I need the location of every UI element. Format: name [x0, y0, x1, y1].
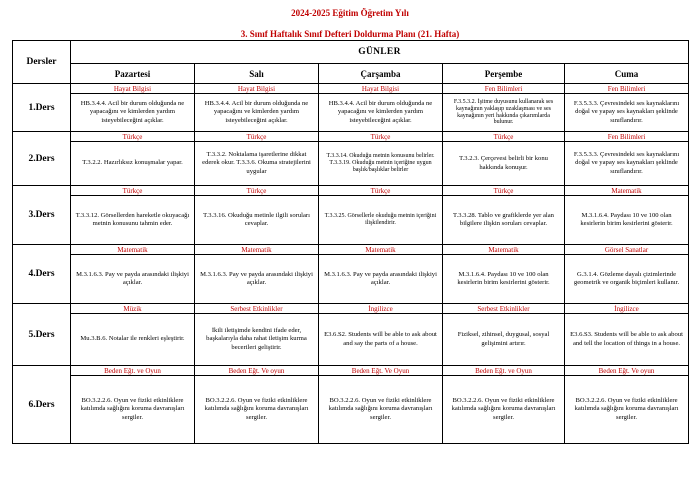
subject-label: Matematik	[443, 245, 564, 255]
header-day-friday: Cuma	[565, 64, 689, 84]
objective-text: Mu.3.B.6. Notalar ile renkleri eşleştirir.	[80, 335, 185, 343]
subject-label: Matematik	[565, 186, 688, 196]
row-label: 4.Ders	[13, 245, 71, 304]
subject-label: Hayat Bilgisi	[195, 84, 318, 94]
subject-label: Fen Bilimleri	[565, 132, 688, 142]
objective-text: BO.3.2.2.6. Oyun ve fiziki etkinliklere katılımda sağlığını koruma davranışları sergiler.	[80, 397, 185, 421]
lesson-row-3	[13, 186, 689, 245]
objective-text: T.3.2.3. Çerçevesi belirli bir konu hakkında konuşur.	[459, 155, 548, 171]
lesson-row-6	[13, 366, 689, 444]
subject-label: Türkçe	[319, 132, 442, 142]
subject-label: Türkçe	[443, 186, 564, 196]
subject-label: Türkçe	[443, 132, 564, 142]
objective-text: F.3.5.3.2. İşitme duyusunu kullanarak ses kaynağının yaklaşıp uzaklaşması ve ses kaynağının yeri hakkında çıkarımlarda bulunur.	[453, 98, 554, 126]
lesson-cell	[195, 366, 319, 444]
objective-text: M.3.1.6.4. Paydası 10 ve 100 olan kesirlerin birim kesirlerini gösterir.	[580, 211, 673, 227]
objective-text: E3.6.S3. Students will be able to ask about and tell the location of things in a house.	[570, 331, 683, 347]
row-label: 6.Ders	[13, 366, 71, 444]
subject-label: Beden Eğt. Ve oyun	[195, 366, 318, 376]
subject-label: Beden Eğt. ve Oyun	[443, 366, 564, 376]
subject-label: Hayat Bilgisi	[71, 84, 194, 94]
row-label: 3.Ders	[13, 186, 71, 245]
lesson-cell	[565, 132, 689, 186]
lesson-cell	[71, 245, 195, 304]
objective-text: M.3.1.6.4. Paydası 10 ve 100 olan kesirlerin birim kesirlerini gösterir.	[457, 270, 550, 286]
objective-text: M.3.1.6.3. Pay ve payda arasındaki ilişkiyi açıklar.	[200, 270, 313, 286]
lesson-cell	[195, 84, 319, 132]
objective-text: BO.3.2.2.6. Oyun ve fiziki etkinliklere katılımda sağlığını koruma davranışları sergiler.	[328, 397, 433, 421]
lesson-cell	[71, 304, 195, 366]
subject-label: Matematik	[71, 245, 194, 255]
objective-text: BO.3.2.2.6. Oyun ve fiziki etkinliklere katılımda sağlığını koruma davranışları sergiler.	[451, 397, 556, 421]
objective-text: HB.3.4.4. Acil bir durum olduğunda ne yapacağını ve kimlerden yardım isteyebileceğini açıklar.	[80, 100, 185, 124]
lesson-cell	[71, 366, 195, 444]
header-day-thursday: Perşembe	[443, 64, 565, 84]
lesson-cell	[443, 132, 565, 186]
lesson-cell	[195, 304, 319, 366]
header-gunler: GÜNLER	[71, 41, 689, 64]
subject-label: Görsel Sanatlar	[565, 245, 688, 255]
subject-label: Müzik	[71, 304, 194, 314]
lesson-cell	[195, 186, 319, 245]
lesson-cell	[71, 132, 195, 186]
objective-text: M.3.1.6.3. Pay ve payda arasındaki ilişkiyi açıklar.	[324, 270, 437, 286]
lesson-cell	[319, 366, 443, 444]
objective-text: G.3.1.4. Gözleme dayalı çizimlerinde geometrik ve organik biçimleri kullanır.	[573, 270, 680, 286]
lesson-cell	[443, 84, 565, 132]
subject-label: Türkçe	[71, 186, 194, 196]
lesson-row-2	[13, 132, 689, 186]
lesson-cell	[565, 366, 689, 444]
objective-text: E3.6.S2. Students will be able to ask about and say the parts of a house.	[324, 331, 437, 347]
objective-text: F.3.5.3.3. Çevresindeki ses kaynaklarını doğal ve yapay ses kaynakları şeklinde sınıflandırır.	[573, 151, 680, 175]
objective-text: T.3.3.14. Okuduğu metnin konusunu belirler. T.3.3.19. Okuduğu metnin içeriğine uygun başlık/başlıklar belirler	[326, 153, 435, 173]
weekly-plan-table	[12, 40, 689, 444]
lesson-cell	[319, 245, 443, 304]
objective-text: BO.3.2.2.6. Oyun ve fiziki etkinliklere katılımda sağlığını koruma davranışları sergiler.	[204, 397, 309, 421]
subject-label: Türkçe	[195, 132, 318, 142]
lesson-cell	[565, 304, 689, 366]
lesson-cell	[443, 366, 565, 444]
lesson-cell	[319, 132, 443, 186]
subject-label: İngilizce	[565, 304, 688, 314]
subject-label: Fen Bilimleri	[443, 84, 564, 94]
lesson-cell	[565, 186, 689, 245]
subject-label: Türkçe	[71, 132, 194, 142]
subject-label: Hayat Bilgisi	[319, 84, 442, 94]
header-day-monday: Pazartesi	[71, 64, 195, 84]
header-day-wednesday: Çarşamba	[319, 64, 443, 84]
subject-label: Fen Bilimleri	[565, 84, 688, 94]
subject-label: Beden Eğt. Ve Oyun	[319, 366, 442, 376]
objective-text: T.3.3.28. Tablo ve grafiklerde yer alan bilgilere ilişkin soruları cevaplar.	[453, 211, 554, 227]
objective-text: T.3.2.2. Hazırlıksız konuşmalar yapar.	[82, 159, 183, 167]
subject-label: Türkçe	[195, 186, 318, 196]
subject-label: Serbest Etkinlikler	[443, 304, 564, 314]
lesson-cell	[565, 84, 689, 132]
objective-text: M.3.1.6.3. Pay ve payda arasındaki ilişkiyi açıklar.	[76, 270, 189, 286]
row-label: 5.Ders	[13, 304, 71, 366]
lesson-cell	[71, 84, 195, 132]
lesson-row-4	[13, 245, 689, 304]
subject-label: Matematik	[319, 245, 442, 255]
lesson-cell	[443, 304, 565, 366]
subject-label: Beden Eğt. Ve oyun	[565, 366, 688, 376]
objective-text: İkili iletişimde kendini ifade eder, başkalarıyla daha rahat iletişim kurma becerileri geliştirir.	[206, 327, 307, 351]
lesson-cell	[71, 186, 195, 245]
objective-text: T.3.3.25. Görsellerle okuduğu metnin içeriğini ilişkilendirir.	[324, 213, 437, 226]
subject-label: Türkçe	[319, 186, 442, 196]
objective-text: HB.3.4.4. Acil bir durum olduğunda ne yapacağını ve kimlerden yardım isteyebileceğini açıklar.	[204, 100, 309, 124]
objective-text: F.3.5.3.3. Çevresindeki ses kaynaklarını doğal ve yapay ses kaynakları şeklinde sınıflandırır.	[573, 100, 680, 124]
lesson-cell	[195, 132, 319, 186]
row-label: 1.Ders	[13, 84, 71, 132]
lesson-cell	[319, 304, 443, 366]
objective-text: T.3.3.2. Noktalama işaretlerine dikkat ederek okur. T.3.3.6. Okuma stratejilerini uygular	[202, 151, 311, 175]
header-day-tuesday: Salı	[195, 64, 319, 84]
document-title-year: 2024-2025 Eğitim Öğretim Yılı	[291, 8, 409, 18]
lesson-cell	[565, 245, 689, 304]
subject-label: Beden Eğt. ve Oyun	[71, 366, 194, 376]
lesson-cell	[195, 245, 319, 304]
objective-text: T.3.3.16. Okuduğu metinle ilgili soruları cevaplar.	[203, 211, 310, 227]
objective-text: T.3.3.12. Görsellerden hareketle okuyacağı metnin konusunu tahmin eder.	[75, 211, 190, 227]
lesson-row-5	[13, 304, 689, 366]
objective-text: BO.3.2.2.6. Oyun ve fiziki etkinliklere katılımda sağlığını koruma davranışları sergiler.	[574, 397, 679, 421]
lesson-cell	[443, 245, 565, 304]
subject-label: Matematik	[195, 245, 318, 255]
objective-text: Fiziksel, zihinsel, duygusal, sosyal gelişimini artırır.	[457, 331, 550, 347]
header-dersler: Dersler	[13, 41, 71, 84]
objective-text: HB.3.4.4. Acil bir durum olduğunda ne yapacağını ve kimlerden yardım isteyebileceğini açıklar.	[328, 100, 433, 124]
subject-label: İngilizce	[319, 304, 442, 314]
document-title-plan: 3. Sınıf Haftalık Sınıf Defteri Doldurma Planı (21. Hafta)	[240, 29, 460, 39]
lesson-row-1	[13, 84, 689, 132]
lesson-cell	[443, 186, 565, 245]
subject-label: Serbest Etkinlikler	[195, 304, 318, 314]
row-label: 2.Ders	[13, 132, 71, 186]
lesson-cell	[319, 186, 443, 245]
lesson-cell	[319, 84, 443, 132]
